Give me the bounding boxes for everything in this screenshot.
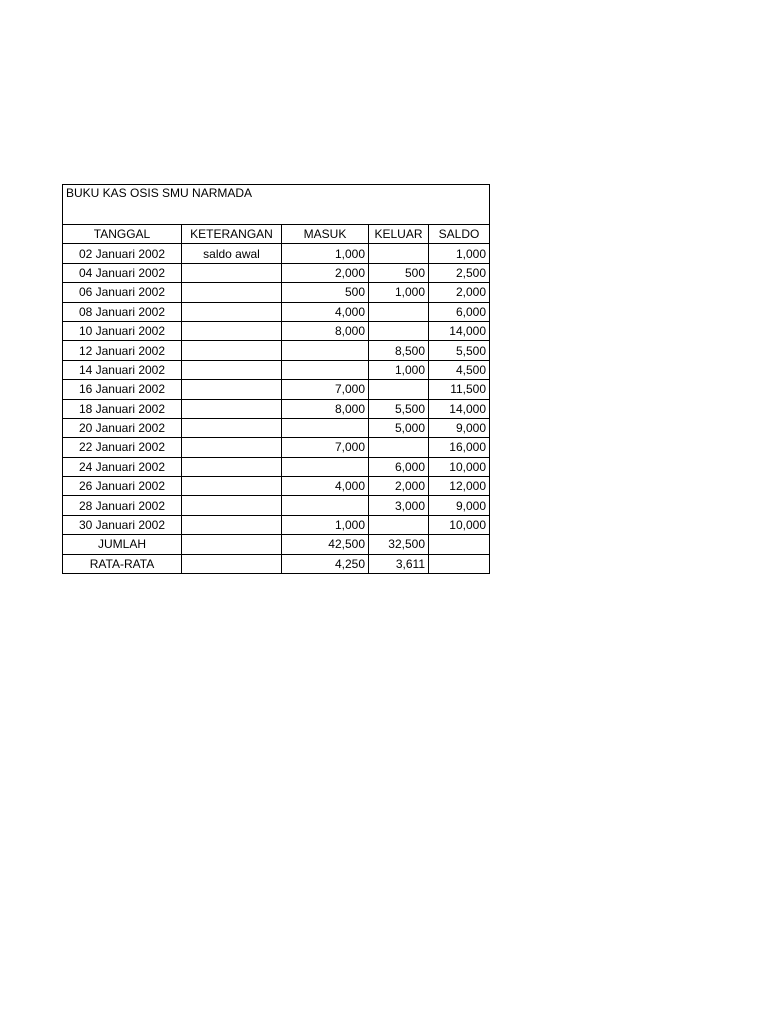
- rata-keterangan-empty: [182, 554, 282, 573]
- table-row: [63, 399, 490, 418]
- cell-keluar: 5,000: [369, 418, 429, 437]
- jumlah-keluar: 32,500: [369, 535, 429, 554]
- header-keluar: KELUAR: [369, 225, 429, 244]
- cell-masuk: 1,000: [282, 244, 369, 263]
- table-row: [63, 477, 490, 496]
- cell-tanggal: 08 Januari 2002: [63, 302, 182, 321]
- header-row: [63, 225, 490, 244]
- header-masuk: MASUK: [282, 225, 369, 244]
- cell-keluar: 6,000: [369, 457, 429, 476]
- cell-masuk: 8,000: [282, 399, 369, 418]
- cell-saldo: 9,000: [429, 418, 490, 437]
- cell-keluar: [369, 380, 429, 399]
- cell-tanggal: 26 Januari 2002: [63, 477, 182, 496]
- rata-saldo-empty: [429, 554, 490, 573]
- cell-saldo: 4,500: [429, 360, 490, 379]
- cell-keterangan: [182, 496, 282, 515]
- cell-keterangan: [182, 477, 282, 496]
- cell-masuk: 1,000: [282, 515, 369, 534]
- jumlah-masuk: 42,500: [282, 535, 369, 554]
- table-title: BUKU KAS OSIS SMU NARMADA: [63, 185, 490, 225]
- cell-masuk: 7,000: [282, 380, 369, 399]
- table-row: [63, 380, 490, 399]
- cell-masuk: 2,000: [282, 263, 369, 282]
- cell-tanggal: 04 Januari 2002: [63, 263, 182, 282]
- cell-tanggal: 20 Januari 2002: [63, 418, 182, 437]
- rata-label: RATA-RATA: [63, 554, 182, 573]
- cell-keluar: 3,000: [369, 496, 429, 515]
- cell-masuk: [282, 457, 369, 476]
- cell-saldo: 14,000: [429, 399, 490, 418]
- cell-saldo: 10,000: [429, 457, 490, 476]
- cell-tanggal: 06 Januari 2002: [63, 283, 182, 302]
- cell-tanggal: 28 Januari 2002: [63, 496, 182, 515]
- cell-saldo: 1,000: [429, 244, 490, 263]
- cell-keluar: 8,500: [369, 341, 429, 360]
- cash-book-table: [62, 184, 490, 574]
- cell-masuk: [282, 418, 369, 437]
- header-tanggal: TANGGAL: [63, 225, 182, 244]
- cell-masuk: 7,000: [282, 438, 369, 457]
- cell-saldo: 10,000: [429, 515, 490, 534]
- cell-keluar: 500: [369, 263, 429, 282]
- cell-saldo: 6,000: [429, 302, 490, 321]
- cell-keluar: [369, 321, 429, 340]
- header-saldo: SALDO: [429, 225, 490, 244]
- cell-saldo: 12,000: [429, 477, 490, 496]
- cell-keluar: 1,000: [369, 283, 429, 302]
- cell-saldo: 2,500: [429, 263, 490, 282]
- cell-saldo: 9,000: [429, 496, 490, 515]
- cell-tanggal: 12 Januari 2002: [63, 341, 182, 360]
- table-body: [63, 185, 490, 574]
- jumlah-label: JUMLAH: [63, 535, 182, 554]
- table-row: [63, 496, 490, 515]
- cell-tanggal: 16 Januari 2002: [63, 380, 182, 399]
- cell-masuk: [282, 496, 369, 515]
- table-row: [63, 438, 490, 457]
- table-row: [63, 360, 490, 379]
- cell-keterangan: [182, 457, 282, 476]
- cell-masuk: 8,000: [282, 321, 369, 340]
- cell-keterangan: [182, 283, 282, 302]
- cell-keterangan: [182, 321, 282, 340]
- cell-saldo: 16,000: [429, 438, 490, 457]
- cash-book-sheet: [62, 184, 489, 574]
- table-row: [63, 515, 490, 534]
- cell-keluar: [369, 302, 429, 321]
- table-row: [63, 457, 490, 476]
- title-row: [63, 185, 490, 225]
- cell-keluar: [369, 244, 429, 263]
- table-row: [63, 244, 490, 263]
- jumlah-saldo-empty: [429, 535, 490, 554]
- table-row: [63, 263, 490, 282]
- cell-keterangan: [182, 302, 282, 321]
- cell-tanggal: 10 Januari 2002: [63, 321, 182, 340]
- cell-keterangan: [182, 418, 282, 437]
- rata-keluar: 3,611: [369, 554, 429, 573]
- cell-tanggal: 30 Januari 2002: [63, 515, 182, 534]
- cell-keluar: 5,500: [369, 399, 429, 418]
- rata-row: [63, 554, 490, 573]
- cell-masuk: [282, 360, 369, 379]
- table-row: [63, 302, 490, 321]
- cell-masuk: [282, 341, 369, 360]
- cell-keluar: [369, 515, 429, 534]
- cell-tanggal: 24 Januari 2002: [63, 457, 182, 476]
- table-row: [63, 418, 490, 437]
- header-keterangan: KETERANGAN: [182, 225, 282, 244]
- cell-keterangan: [182, 438, 282, 457]
- cell-tanggal: 22 Januari 2002: [63, 438, 182, 457]
- cell-keluar: [369, 438, 429, 457]
- cell-tanggal: 14 Januari 2002: [63, 360, 182, 379]
- cell-keluar: 1,000: [369, 360, 429, 379]
- cell-masuk: 500: [282, 283, 369, 302]
- cell-keterangan: [182, 399, 282, 418]
- cell-masuk: 4,000: [282, 477, 369, 496]
- cell-keterangan: saldo awal: [182, 244, 282, 263]
- cell-keterangan: [182, 380, 282, 399]
- table-row: [63, 341, 490, 360]
- table-row: [63, 283, 490, 302]
- cell-masuk: 4,000: [282, 302, 369, 321]
- cell-tanggal: 02 Januari 2002: [63, 244, 182, 263]
- cell-keterangan: [182, 360, 282, 379]
- cell-saldo: 11,500: [429, 380, 490, 399]
- jumlah-row: [63, 535, 490, 554]
- cell-keterangan: [182, 263, 282, 282]
- jumlah-keterangan-empty: [182, 535, 282, 554]
- cell-saldo: 5,500: [429, 341, 490, 360]
- rata-masuk: 4,250: [282, 554, 369, 573]
- cell-keterangan: [182, 341, 282, 360]
- cell-keluar: 2,000: [369, 477, 429, 496]
- cell-saldo: 2,000: [429, 283, 490, 302]
- cell-tanggal: 18 Januari 2002: [63, 399, 182, 418]
- cell-saldo: 14,000: [429, 321, 490, 340]
- cell-keterangan: [182, 515, 282, 534]
- table-row: [63, 321, 490, 340]
